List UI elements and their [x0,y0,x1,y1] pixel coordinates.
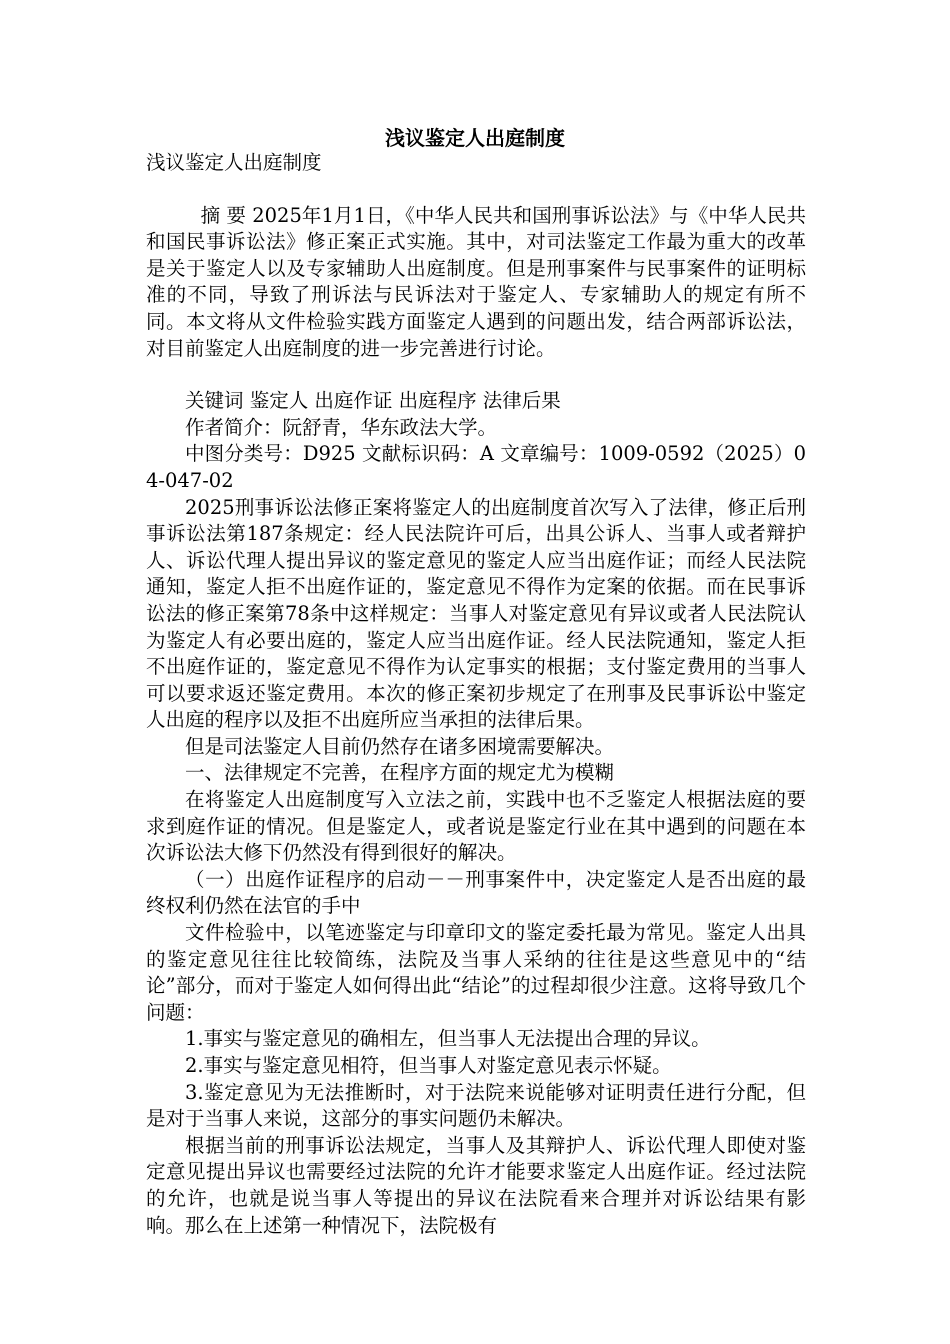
classification-line: 中图分类号：D925 文献标识码：A 文章编号：1009-0592（2025）04-047-02 [146,442,806,492]
keywords-line: 关键词 鉴定人 出庭作证 出庭程序 法律后果 [185,389,561,413]
list-item: 2.事实与鉴定意见相符，但当事人对鉴定意见表示怀疑。 [185,1054,672,1077]
list-item: 3.鉴定意见为无法推断时，对于法院来说能够对证明责任进行分配，但是对于当事人来说，这部分的事实问题仍未解决。 [146,1080,806,1131]
author-line: 作者简介：阮舒青，华东政法大学。 [185,415,498,439]
body-paragraph: 但是司法鉴定人目前仍然存在诸多困境需要解决。 [185,734,615,758]
document-subtitle: 浅议鉴定人出庭制度 [146,151,322,174]
abstract-paragraph: 摘 要 2025年1月1日，《中华人民共和国刑事诉讼法》与《中华人民共和国民事诉讼法》修正案正式实施。其中，对司法鉴定工作最为重大的改革是关于鉴定人以及专家辅助人出庭制度。但是刑事案件与民事案件的证明标准的不同，导致了刑诉法与民诉法对于鉴定人、专家辅助人的规定有所不同。本文将从文件检验实践方面鉴定人遇到的问题出发，结合两部诉讼法，对目前鉴定人出庭制度的进一步完善进行讨论。 [146,203,806,360]
section-heading: 一、法律规定不完善，在程序方面的规定尤为模糊 [185,761,615,785]
body-paragraph: 文件检验中，以笔迹鉴定与印章印文的鉴定委托最为常见。鉴定人出具的鉴定意见往往比较简练，法院及当事人采纳的往往是这些意见中的“结论”部分，而对于鉴定人如何得出此“结论”的过程却很少注意。这将导致几个问题： [146,921,806,1024]
body-paragraph: 在将鉴定人出庭制度写入立法之前，实践中也不乏鉴定人根据法庭的要求到庭作证的情况。但是鉴定人，或者说是鉴定行业在其中遇到的问题在本次诉讼法大修下仍然没有得到很好的解决。 [146,788,806,865]
body-paragraph: 根据当前的刑事诉讼法规定，当事人及其辩护人、诉讼代理人即使对鉴定意见提出异议也需要经过法院的允许才能要求鉴定人出庭作证。经过法院的允许，也就是说当事人等提出的异议在法院看来合理并对诉讼结果有影响。那么在上述第一种情况下，法院极有 [146,1133,806,1237]
spacer [146,362,806,388]
list-item: 1.事实与鉴定意见的确相左，但当事人无法提出合理的异议。 [185,1027,711,1051]
body-paragraph: 2025刑事诉讼法修正案将鉴定人的出庭制度首次写入了法律，修正后刑事诉讼法第187条规定：经人民法院许可后，出具公诉人、当事人或者辩护人、诉讼代理人提出异议的鉴定意见的鉴定人应当出庭作证；而经人民法院通知，鉴定人拒不出庭作证的，鉴定意见不得作为定案的依据。而在民事诉讼法的修正案第78条中这样规定：当事人对鉴定意见有异议或者人民法院认为鉴定人有必要出庭的，鉴定人应当出庭作证。经人民法院通知，鉴定人拒不出庭作证的，鉴定意见不得作为认定事实的根据；支付鉴定费用的当事人可以要求返还鉴定费用。本次的修正案初步规定了在刑事及民事诉讼中鉴定人出庭的程序以及拒不出庭所应当承担的法律后果。 [146,495,806,732]
document-title: 浅议鉴定人出庭制度 [385,126,565,150]
spacer [146,177,806,203]
document-body [146,150,806,1239]
subsection-heading: （一）出庭作证程序的启动－－刑事案件中，决定鉴定人是否出庭的最终权利仍然在法官的手中 [146,867,806,918]
